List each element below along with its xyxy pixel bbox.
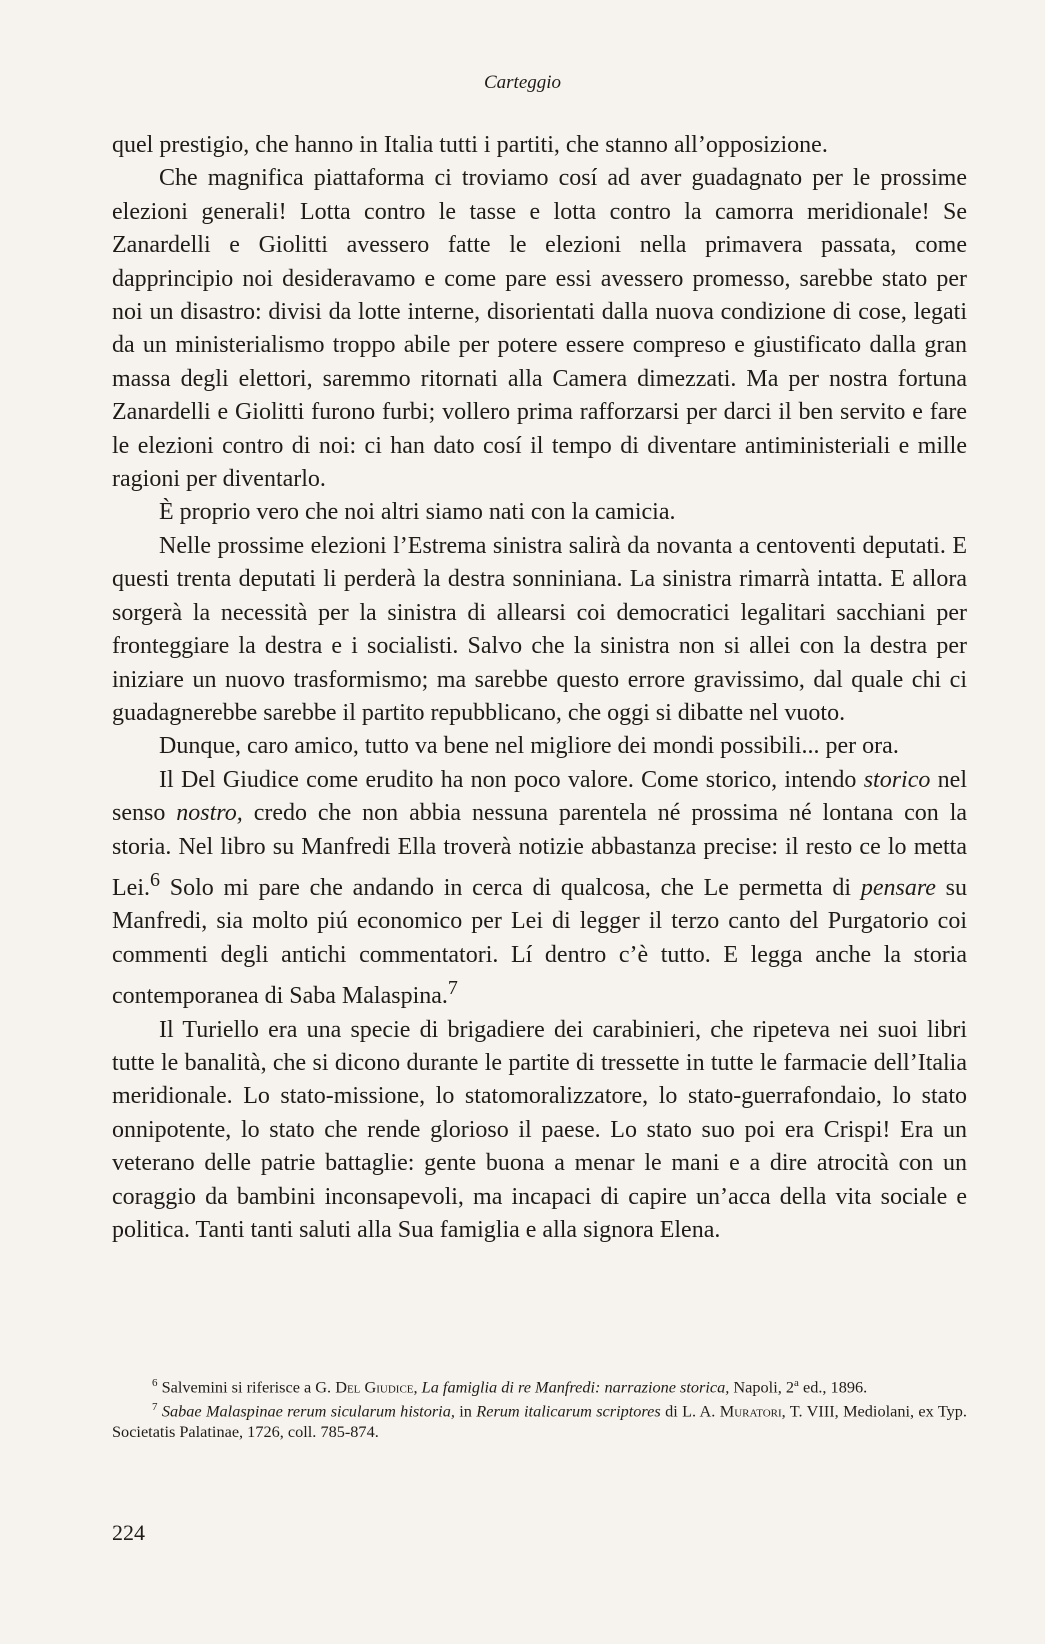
ordinal-suffix: a (794, 1377, 799, 1389)
text-run: nel senso (112, 766, 967, 827)
text-run: su Manfredi, sia molto piú economico per Lei di legger il terzo canto del Purgatorio coi commenti degli antichi commentatori. Lí dentro c’è tutto. E legga anche la storia contemporanea di Saba Malaspina. (112, 874, 968, 1010)
series-title: Rerum italicarum scriptores (476, 1401, 661, 1421)
paragraph: quel prestigio, che hanno in Italia tutti i partiti, che stanno all’opposizione. (112, 132, 828, 158)
footnote (112, 1397, 967, 1441)
paragraph: Nelle prossime elezioni l’Estrema sinistra salirà da novanta a centoventi deputati. E questi trenta deputati li perderà la destra sonniniana. La sinistra rimarrà intatta. E allora sorgerà la necessità per la sinistra di allearsi coi democratici legalitari sacchiani per fronteggiare la destra e i socialisti. Salvo che la sinistra non si allei con la destra per iniziare un nuovo trasformismo; ma sarebbe questo errore gravissimo, dal quale chi ci guadagnerebbe sarebbe il partito repubblicano, che oggi si dibatte nel vuoto. (112, 532, 967, 726)
paragraph: Che magnifica piattaforma ci troviamo cosí ad aver guadagnato per le prossime elezioni generali! Lotta contro le tasse e lotta contro la camorra meridionale! Se Zanardelli e Giolitti avessero fatte le elezioni nella primavera passata, come dapprincipio noi desideravamo e come pare essi avessero promesso, sarebbe stato per noi un disastro: divisi da lotte interne, disorientati dalla nuova condizione di cose, legati da un ministerialismo troppo abile per potere essere compreso e giustificato dalla gran massa degli elettori, saremmo ritornati alla Camera dimezzati. Ma per nostra fortuna Zanardelli e Giolitti furono furbi; vollero prima rafforzarsi per darci il ben servito e fare le elezioni contro di noi: ci han dato cosí il tempo di diventare antiministeriali e mille ragioni per diventarlo. (112, 165, 967, 493)
letter-body (112, 129, 967, 1247)
running-header: Carteggio (483, 72, 562, 93)
paragraph: Dunque, caro amico, tutto va bene nel migliore dei mondi possibili... per ora. (159, 733, 899, 760)
footnote-ref: 6 (149, 868, 160, 891)
text-run: credo che non abbia nessuna parentela né prossima né lontana con la storia. Nel libro su Manfredi Ella troverà notizie abbastanza precise: il resto ce lo metta Lei. (112, 800, 968, 901)
text-run: Solo mi pare che andando in cerca di qualcosa, che Le permetta di (169, 874, 852, 901)
text-run: Napoli, 2 (733, 1377, 795, 1397)
text-run: ed., 1896. (802, 1377, 868, 1397)
author-name: Del Giudice, (335, 1377, 418, 1397)
text-run: Il Del Giudice come erudito ha non poco valore. Come storico, intendo (159, 766, 857, 793)
book-title: Sabae Malaspinae rerum sicularum historia, (161, 1401, 455, 1421)
footnote (112, 1373, 967, 1397)
footnote-ref: 7 (447, 977, 458, 1000)
emphasis: nostro, (176, 800, 243, 827)
text-run: in (459, 1401, 472, 1421)
page-number: 224 (112, 1520, 145, 1545)
author-name: Muratori, (719, 1401, 786, 1421)
emphasis: storico (863, 766, 931, 793)
text-run: T. VIII, Mediolani, ex Typ. Societatis Palatinae, 1726, coll. 785-874. (112, 1401, 967, 1441)
emphasis: pensare (860, 874, 936, 901)
footnote-number: 7 (152, 1401, 158, 1414)
paragraph (112, 764, 967, 1014)
text-run: Salvemini si riferisce a G. (161, 1377, 332, 1397)
paragraph: Il Turiello era una specie di brigadiere dei carabinieri, che ripeteva nei suoi libri tutte le banalità, che si dicono durante le partite di tressette in tutte le farmacie dell’Italia meridionale. Lo stato-missione, lo statomoralizzatore, lo stato-guerrafondaio, lo stato onnipotente, lo stato che rende glorioso il paese. Lo stato suo poi era Crispi! Era un veterano delle patrie battaglie: gente buona a menar le mani e a dire atrocità con un coraggio da bambini inconsapevoli, ma incapaci di capire un’acca della vita sociale e politica. Tanti tanti saluti alla Sua famiglia e alla signora Elena. (112, 1016, 967, 1243)
footnote-number: 6 (152, 1377, 158, 1389)
footnotes (112, 1373, 967, 1442)
paragraph: È proprio vero che noi altri siamo nati con la camicia. (159, 499, 676, 526)
text-run: di L. A. (665, 1401, 716, 1421)
book-title: La famiglia di re Manfredi: narrazione storica, (421, 1377, 730, 1397)
